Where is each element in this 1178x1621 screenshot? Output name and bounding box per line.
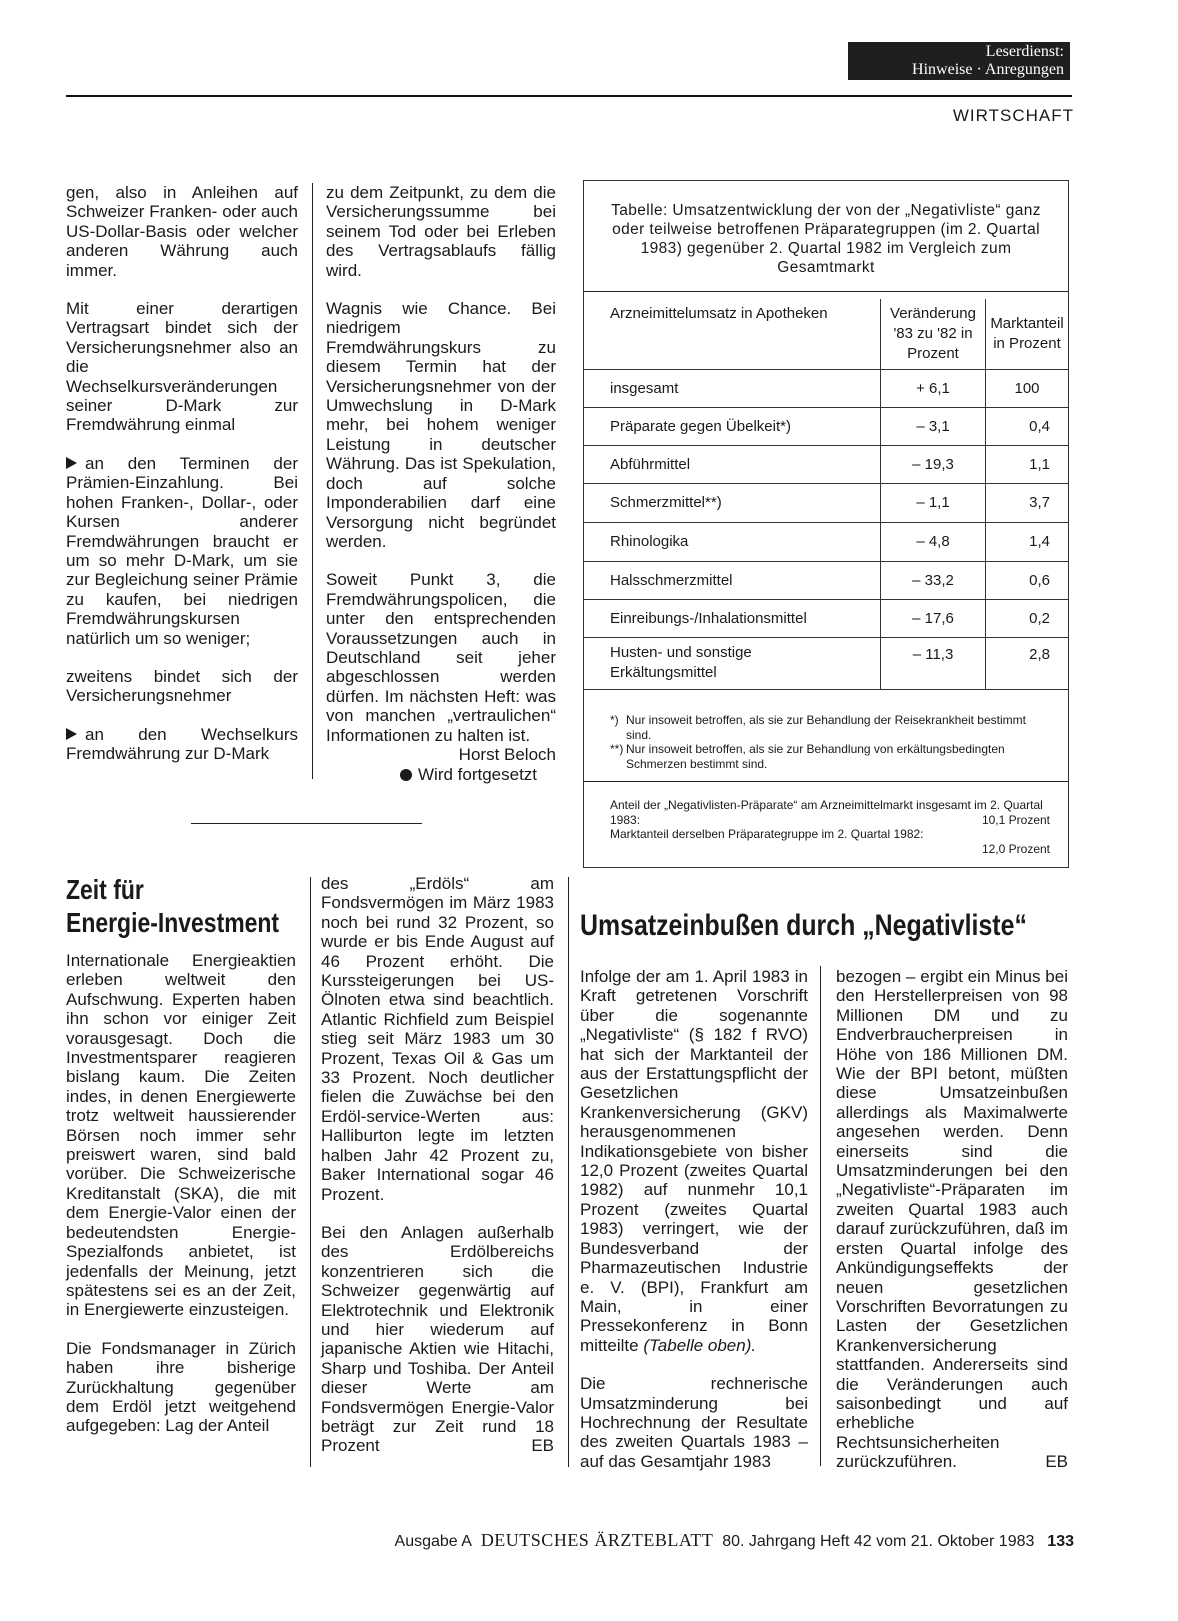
article2-paragraph: des „Erdöls“ am Fondsvermögen im März 1983 noch bei rund 32 Prozent, so wurde er bis Ende August auf 46 Prozent erhöht. Die Kurssteigerungen bei US-Ölnoten etwa sind beachtlich. Atlantic Richfield zum Beispiel stieg seit März 1983 um 30 Prozent, Texas Oil & Gas um 33 Prozent. Noch deutlicher fielen die Zuwächse bei den Erdöl-service-Werten aus: Halliburton legte im letzten halben Jahr 42 Prozent zu, Baker International sogar 46 Prozent. [321, 874, 554, 1204]
article2-title [66, 873, 279, 939]
summary-line-2: Marktanteil derselben Präparategruppe im 2. Quartal 1982: [610, 827, 924, 841]
article3-text: bezogen – ergibt ein Minus bei den Herstellerpreisen von 98 Millionen DM und zu Endverbraucherpreisen in Höhe von 186 Millionen DM. Wie der BPI betont, müßten diese Umsatzeinbußen allerdings als Maximalwerte angesehen werden. Denn einerseits sind die Umsatzminderungen bei den „Negativliste“-Präparaten im zweiten Quartal 1983 auch darauf zurückzuführen, daß im ersten Quartal infolge des Ankündigungseffekts der neuen gesetzlichen Vorschriften Bevorratungen zu Lasten der Gesetzlichen Krankenversicherung stattfanden. Andererseits sind die Veränderungen auch saisonbedingt und auf erhebliche Rechtsunsicherheiten zurückzuführen. [836, 967, 1068, 1472]
article1-bullet-text: an den Terminen der Prämien-Einzahlung. Bei hohen Franken-, Dollar-, oder Kursen anderer Fremdwährungen braucht er um so mehr D-Mark, um sie zur Begleichung seiner Prämie zu kaufen, bei niedrigen Fremdwährungskursen natürlich um so weniger; [66, 453, 298, 648]
table-cell-change: – 4,8 [881, 522, 986, 561]
table-cell-share: 3,7 [986, 483, 1069, 522]
table-cell-label: Halsschmerzmittel [584, 561, 881, 599]
article-separator [191, 823, 422, 824]
table-row [584, 522, 1068, 561]
table-cell-label: Präparate gegen Übelkeit*) [584, 407, 881, 445]
article1-paragraph: gen, also in Anleihen auf Schweizer Franken- oder auch US-Dollar-Basis oder welcher anderen Währung auch immer. [66, 183, 298, 280]
article1-paragraph: zweitens bindet sich der Versicherungsnehmer [66, 666, 298, 706]
table-cell-label: insgesamt [584, 369, 881, 407]
article2-paragraph: Die Fondsmanager in Zürich haben ihre bisherige Zurückhaltung gegenüber dem Erdöl jetzt weitgehend aufgegeben: Lag der Anteil [66, 1338, 296, 1436]
column-divider [312, 183, 313, 779]
article2-title-line-2: Energie-Investment [66, 907, 280, 938]
footnote-mark: *) [610, 713, 619, 727]
article1-column-2 [326, 183, 556, 764]
article3-paragraph [836, 967, 1068, 1472]
table-row [584, 561, 1068, 599]
article2-paragraph [321, 1223, 554, 1456]
badge-line-2: Hinweise · Anregungen [912, 61, 1064, 78]
footnote-text: Nur insoweit betroffen, als sie zur Behandlung der Reisekrankheit bestimmt sind. [626, 713, 1026, 742]
table-cell-change: – 19,3 [881, 445, 986, 483]
table-summary [610, 798, 1050, 856]
table-cell-share: 0,6 [986, 561, 1069, 599]
journal-name: DEUTSCHES ÄRZTEBLATT [480, 1530, 714, 1550]
table-caption: Tabelle: Umsatzentwicklung der von der „Negativliste“ ganz oder teilweise betroffenen Präparategruppen (im 2. Quartal 1983) gegenüber 2. Quartal 1982 im Vergleich zum Gesamtmarkt [611, 202, 1041, 276]
table-header-row [584, 299, 1068, 369]
column-divider [568, 877, 569, 1467]
table-cell-label: Rhinologika [584, 522, 881, 561]
article2-paragraph: Internationale Energieaktien erleben weltweit den Aufschwung. Experten haben ihn schon vor einiger Zeit vorausgesagt. Doch die Investmentsparer reagieren bislang kaum. Die Zeiten indes, in denen Energiewerte trotz weltweit haussierender Börsen noch immer sehr preiswert waren, sind bald vorüber. Die Schweizerische Kreditanstalt (SKA), die mit dem Energie-Valor einen der bedeutendsten Energie-Spezialfonds anbietet, ist jedenfalls der Meinung, jetzt spätestens sei es an der Zeit, in Energiewerte einzusteigen. [66, 951, 296, 1320]
table-box [583, 180, 1069, 868]
table-footnotes [610, 713, 1050, 771]
page-number: 133 [1047, 1533, 1074, 1550]
table-cell-label: Husten- und sonstige Erkältungsmittel [584, 637, 881, 689]
article1-closing-text: Soweit Punkt 3, die Fremdwährungspolicen, die unter den entsprechenden Voraussetzungen auch in Deutschland seit jeher abgeschlossen werden dürfen. Im nächsten Heft: was von manchen „vertraulichen“ Informationen zu halten ist. [326, 570, 556, 745]
article1-paragraph [326, 570, 556, 764]
table-cell-label: Abführmittel [584, 445, 881, 483]
signature: EB [1045, 1452, 1068, 1472]
article2-title-line-1: Zeit für [66, 874, 144, 905]
footnote-text: Nur insoweit betroffen, als sie zur Behandlung von erkältungsbedingten Schmerzen bestimmt sind. [626, 742, 1005, 771]
page-footer [395, 1530, 1074, 1551]
table-cell-share: 0,2 [986, 599, 1069, 637]
table-cell-change: + 6,1 [881, 369, 986, 407]
table-header-cell: Veränderung '83 zu '82 in Prozent [881, 299, 986, 369]
continued-text: Wird fortgesetzt [418, 765, 538, 784]
article2-column-2 [321, 874, 554, 1456]
signature: EB [531, 1436, 554, 1456]
table-cell-change: – 17,6 [881, 599, 986, 637]
article3-column-2 [836, 967, 1068, 1472]
triangle-bullet-icon [66, 457, 77, 469]
table-cell-share: 100 [986, 369, 1069, 407]
footnote-mark: **) [610, 742, 624, 756]
table-cell-change: – 33,2 [881, 561, 986, 599]
article3-paragraph: Die rechnerische Umsatzminderung bei Hochrechnung der Resultate des zweiten Quartals 1983 – auf das Gesamtjahr 1983 [580, 1374, 808, 1471]
table-caption-rule [584, 291, 1068, 292]
article2-closing-text: Bei den Anlagen außerhalb des Erdölbereichs konzentrieren sich die Schweizer gegenwärtig auf Elektrotechnik und Elektronik und hier wiederum auf japanische Aktien wie Hitachi, Sharp und Toshiba. Der Anteil dieser Werte am Fondsvermögen Energie-Valor beträgt zur Zeit rund 18 Prozent [321, 1222, 554, 1456]
table-cell-label: Schmerzmittel**) [584, 483, 881, 522]
article1-bullet-paragraph [66, 454, 298, 648]
edition-label: Ausgabe A [394, 1533, 472, 1550]
article3-column-1 [580, 967, 808, 1471]
article2-column-1 [66, 951, 296, 1436]
summary-value-1: 10,1 Prozent [981, 812, 1050, 827]
footnote-1 [610, 713, 1050, 742]
bullet-dot-icon [400, 769, 412, 781]
table-row [584, 483, 1068, 522]
summary-value-2: 12,0 Prozent [981, 841, 1050, 856]
article1-paragraph: zu dem Zeitpunkt, zu dem die Versicherungssumme bei seinem Tod oder bei Erleben des Vertragsablaufs fällig wird. [326, 183, 556, 280]
article1-column-1 [66, 183, 298, 764]
table-row [584, 407, 1068, 445]
triangle-bullet-icon [66, 728, 77, 740]
header-rule [66, 95, 1072, 97]
author-name: Horst Beloch [458, 744, 556, 764]
table-cell-share: 0,4 [986, 407, 1069, 445]
section-label: WIRTSCHAFT [952, 106, 1074, 125]
table-cell-share: 1,1 [986, 445, 1069, 483]
article1-paragraph: Wagnis wie Chance. Bei niedrigem Fremdwährungskurs zu diesem Termin hat der Versicherungsnehmer von der Umwechslung in D-Mark mehr, bei hohem weniger Leistung in deutscher Währung. Das ist Spekulation, doch auf solche Imponderabilien darf eine Versorgung nicht begründet werden. [326, 299, 556, 551]
article1-bullet-text: an den Wechselkurs Fremdwährung zur D-Mark [66, 724, 298, 764]
table-cell-change: – 3,1 [881, 407, 986, 445]
table-cell-share: 1,4 [986, 522, 1069, 561]
sales-table [584, 299, 1068, 690]
table-cell-change: – 1,1 [881, 483, 986, 522]
table-summary-rule [584, 781, 1068, 782]
issue-info: 80. Jahrgang Heft 42 vom 21. Oktober 1983 [722, 1533, 1035, 1550]
table-cell-label: Einreibungs-/Inhalationsmittel [584, 599, 881, 637]
footnote-2 [610, 742, 1050, 771]
table-reference: (Tabelle oben). [643, 1335, 757, 1355]
table-row [584, 445, 1068, 483]
summary-line-1: Anteil der „Negativlisten-Präparate“ am Arzneimittelmarkt insgesamt im 2. Quartal 1983: [610, 798, 1043, 827]
article1-paragraph: Mit einer derartigen Vertragsart bindet sich der Versicherungsnehmer also an die Wechselkursveränderungen seiner D-Mark zur Fremdwährung einmal [66, 299, 298, 435]
continued-note [400, 765, 537, 785]
table-row [584, 637, 1068, 689]
table-row [584, 599, 1068, 637]
table-header-cell: Marktanteil in Prozent [986, 299, 1069, 369]
article3-title: Umsatzeinbußen durch „Negativliste“ [580, 909, 1027, 942]
article3-text: Infolge der am 1. April 1983 in Kraft getretenen Vorschrift über die sogenannte „Negativliste“ (§ 182 f RVO) hat sich der Marktanteil der aus der Erstattungspflicht der Gesetzlichen Krankenversicherung (GKV) herausgenommenen Indikationsgebiete von bisher 12,0 Prozent (zweites Quartal 1982) auf nunmehr 10,1 Prozent (zweites Quartal 1983) verringert, wie der Bundesverband der Pharmazeutischen Industrie e. V. (BPI), Frankfurt am Main, in einer Pressekonferenz in Bonn mitteilte [580, 967, 808, 1355]
article1-bullet-paragraph [66, 725, 298, 764]
column-divider [820, 966, 821, 1466]
section-badge [848, 42, 1070, 80]
column-divider [310, 877, 311, 1467]
badge-line-1: Leserdienst: [985, 43, 1064, 60]
table-row [584, 369, 1068, 407]
article3-paragraph [580, 967, 808, 1355]
table-header-cell: Arzneimittelumsatz in Apotheken [584, 299, 881, 369]
table-cell-share: 2,8 [986, 637, 1069, 689]
table-cell-change: – 11,3 [881, 637, 986, 689]
